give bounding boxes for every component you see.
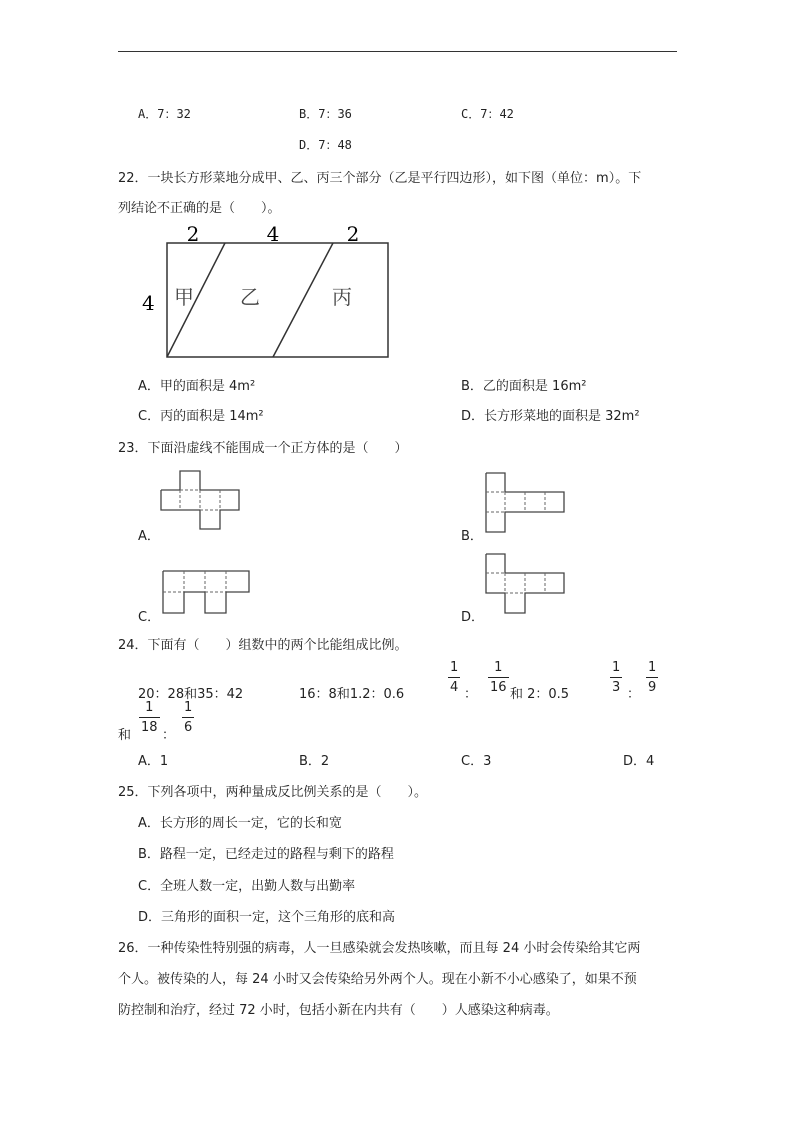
q22-region-jia: 甲 [174,285,194,309]
q22-figure [138,222,398,362]
q24-g4-he: 和 [118,728,132,743]
q25-stem: 25．下列各项中，两种量成反比例关系的是（ ）。 [118,785,428,800]
q26-line1: 26．一种传染性特别强的病毒，人一旦感染就会发热咳嗽，而且每 24 小时会传染给其它两 [118,941,641,956]
q24-group2: 16：8和1.2：0.6 [299,687,405,702]
q24-g4-colon2: ： [162,728,176,743]
q22-stem-line2: 列结论不正确的是（ ）。 [118,201,281,216]
header-rule [118,51,677,52]
q24-g3-frac2: 1 16 [490,660,507,695]
q22-option-b[interactable]: B．乙的面积是 16m² [461,379,587,394]
q22-top-label-1: 2 [186,222,200,246]
q23-net-b [485,472,567,534]
q25-option-c[interactable]: C．全班人数一定，出勤人数与出勤率 [138,879,356,894]
q24-g3-frac1: 1 4 [450,660,459,695]
q23-net-d [485,553,567,615]
q24-option-a[interactable]: A．1 [138,754,169,769]
q25-option-b[interactable]: B．路程一定，已经走过的路程与剩下的路程 [138,847,394,862]
q26-line3: 防控制和治疗，经过 72 小时，包括小新在内共有（ ）人感染这种病毒。 [118,1003,559,1018]
q25-option-a[interactable]: A．长方形的周长一定，它的长和宽 [138,816,342,831]
q24-g3-rest: 和 2：0.5 [510,687,570,702]
q25-option-d[interactable]: D．三角形的面积一定，这个三角形的底和高 [138,910,396,925]
q24-option-d[interactable]: D．4 [623,754,655,769]
q24-g4-frac2: 1 9 [648,660,657,695]
q24-option-c[interactable]: C．3 [461,754,492,769]
q22-top-label-2: 4 [266,222,280,246]
q21-option-b[interactable]: B．7：36 [299,107,352,121]
q22-line-2 [273,243,333,357]
q22-side-label: 4 [142,291,155,315]
q21-option-c[interactable]: C．7：42 [461,107,514,121]
q24-g4-colon: ： [627,687,641,702]
q23-option-b[interactable]: B． [461,529,483,544]
q24-g3-colon: ： [464,687,478,702]
q24-option-b[interactable]: B．2 [299,754,330,769]
q23-stem: 23．下面沿虚线不能围成一个正方体的是（ ） [118,441,408,456]
q23-option-a[interactable]: A． [138,529,160,544]
q22-option-d[interactable]: D．长方形菜地的面积是 32m² [461,409,640,424]
q22-region-bing: 丙 [332,285,352,309]
q23-option-d[interactable]: D． [461,610,485,625]
q22-rect [167,243,388,357]
q22-stem-line1: 22．一块长方形菜地分成甲、乙、丙三个部分（乙是平行四边形），如下图（单位：m）。下 [118,171,642,186]
q22-option-c[interactable]: C．丙的面积是 14m² [138,409,264,424]
q21-option-a[interactable]: A．7：32 [138,107,191,121]
q22-region-yi: 乙 [240,285,260,309]
q24-g4-frac3: 1 18 [141,700,158,735]
q22-option-a[interactable]: A．甲的面积是 4m² [138,379,256,394]
q24-g4-frac1: 1 3 [612,660,621,695]
q24-g4-frac4: 1 6 [184,700,193,735]
q24-group1: 20：28和35：42 [138,687,244,702]
q26-line2: 个人。被传染的人，每 24 小时又会传染给另外两个人。现在小新不小心感染了，如果不预 [118,972,637,987]
q21-option-d[interactable]: D．7：48 [299,138,352,152]
q23-net-c [162,570,252,614]
q23-option-c[interactable]: C． [138,610,161,625]
q24-stem: 24．下面有（ ）组数中的两个比能组成比例。 [118,638,408,653]
q22-top-label-3: 2 [346,222,360,246]
q23-net-a [160,470,242,530]
